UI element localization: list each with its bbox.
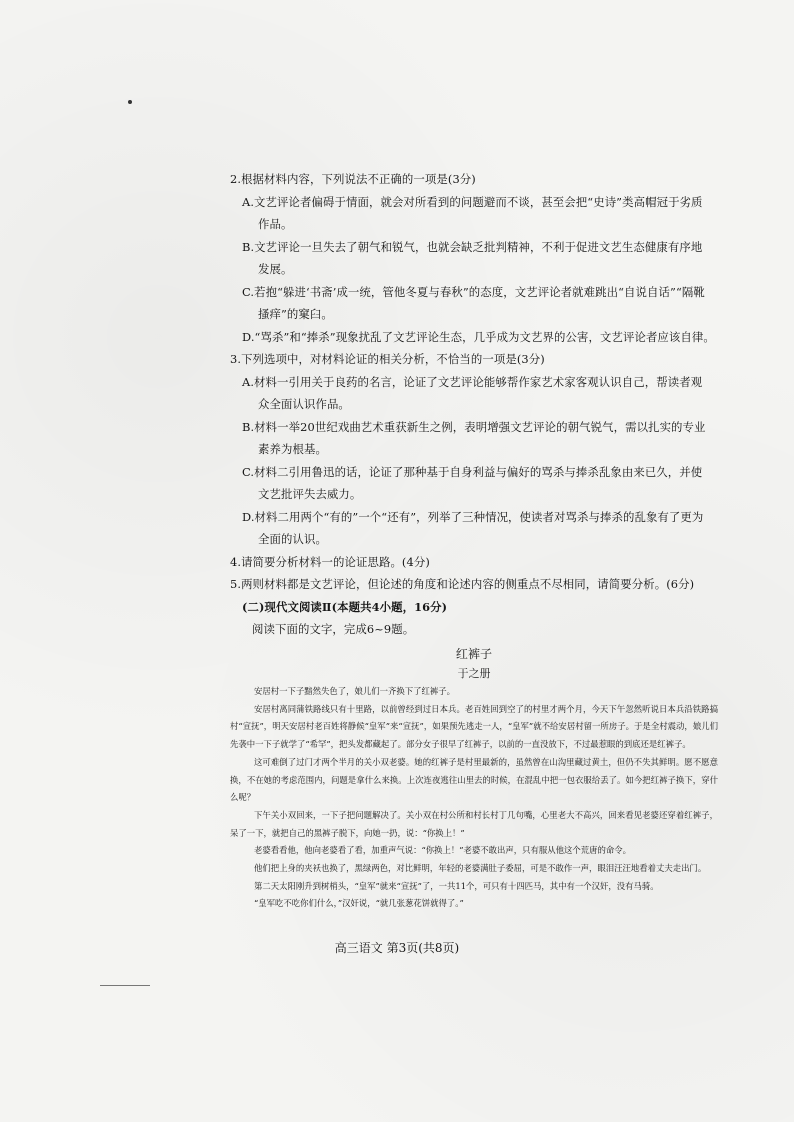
story-paragraph: 安居村一下子黯然失色了，娘儿们一齐换下了红裤子。 xyxy=(254,686,455,696)
q2-option-b: B.文艺评论一旦失去了朝气和锐气，也就会缺乏批判精神，不利于促进文艺生态健康有序地 xyxy=(242,239,703,254)
exam-content xyxy=(230,168,718,913)
section-instruction: 阅读下面的文字，完成6~9题。 xyxy=(252,622,415,636)
story-paragraph: “皇军吃不吃你们什么，”汉奸说，“就几张葱花饼就得了。” xyxy=(254,898,464,909)
q3-option-a-cont: 众全面认识作品。 xyxy=(258,397,350,411)
story-paragraph: 下午关小双回来，一下子把问题解决了。关小双在村公所和村长村丁几句嘴，心里老大不高兴，回来看见老婆还穿着红裤子，呆了一下，就把自己的黑裤子脱下，向她一扔，说：“你换上！” xyxy=(230,809,718,838)
q5: 5.两则材料都是文艺评论，但论述的角度和论述内容的侧重点不尽相同，请简要分析。(6分) xyxy=(230,577,695,591)
scan-line xyxy=(100,985,150,986)
story-paragraph: 他们把上身的夹袄也换了，黑绿两色，对比鲜明，年轻的老婆满肚子委屈，可是不敢作一声，眼泪汪汪地看着丈夫走出门。 xyxy=(254,863,707,874)
q3-stem: 3.下列选项中，对材料论证的相关分析，不恰当的一项是(3分) xyxy=(230,352,545,366)
q3-option-d-cont: 全面的认识。 xyxy=(258,532,327,546)
story-title: 红裤子 xyxy=(455,646,493,661)
q3-option-b: B.材料一举20世纪戏曲艺术重获新生之例，表明增强文艺评论的朝气锐气，需以扎实的专业 xyxy=(242,419,706,434)
story-body xyxy=(230,683,718,913)
q3-option-c: C.材料二引用鲁迅的话，论证了那种基于自身利益与偏好的骂杀与捧杀乱象由来已久，并使 xyxy=(242,464,703,479)
q3-option-a: A.材料一引用关于良药的名言，论证了文艺评论能够帮作家艺术家客观认识自己，帮读者观 xyxy=(242,374,703,389)
q2-option-a-cont: 作品。 xyxy=(258,217,293,231)
story-paragraph: 这可难倒了过门才两个半月的关小双老婆。她的红裤子是村里最新的，虽然曾在山沟里藏过黄土，但仍不失其鲜明。愿不愿意换，不在她的考虑范围内，问题是拿什么来换。上次连夜逃往山里去的时候，在混乱中把一包衣服给丢了。如今把红裤子换下，穿什么呢？ xyxy=(230,756,718,803)
q4: 4.请简要分析材料一的论证思路。(4分) xyxy=(230,554,430,569)
story-paragraph: 老婆看看他，他向老婆看了看，加重声气说：“你换上！”老婆不敢出声，只有服从他这个荒唐的命令。 xyxy=(254,845,632,856)
scan-speck xyxy=(128,100,132,104)
page-footer: 高三语文 第3页(共8页) xyxy=(334,941,460,955)
q3-option-c-cont: 文艺批评失去威力。 xyxy=(258,487,362,501)
q2-option-c: C.若抱“躲进‘书斋’成一统，管他冬夏与春秋”的态度，文艺评论者就难跳出“自说自话”“隔靴 xyxy=(242,284,705,299)
q2-option-a: A.文艺评论者偏碍于情面，就会对所看到的问题避而不谈，甚至会把“史诗”类高帽冠于劣质 xyxy=(242,194,703,209)
q3-option-d: D.材料二用两个“有的”一个“还有”，列举了三种情况，使读者对骂杀与捧杀的乱象有了更为 xyxy=(242,509,704,524)
q2-option-b-cont: 发展。 xyxy=(258,262,293,276)
q2-option-c-cont: 搔痒”的窠臼。 xyxy=(258,307,333,321)
story-paragraph: 安居村离同蒲铁路线只有十里路，以前曾经到过日本兵。老百姓回到空了的村里才两个月，今天下午忽然听说日本兵沿铁路搞村“宣抚”，明天安居村老百姓将静候“皇军”来“宣抚”，如果预先逃走一人，“皇军”就不给安居村留一所房子。于是全村震动，娘儿们先袭中一下子就学了“希罕”，把头发都藏起了。部分女子很早了红裤子，以前的一直没放下，不过最惹眼的到底还是红裤子。 xyxy=(230,703,718,750)
q2-stem: 2.根据材料内容，下列说法不正确的一项是(3分) xyxy=(230,172,476,186)
story-author: 于之册 xyxy=(457,667,491,680)
section-heading: (二)现代文阅读Ⅱ(本题共4小题，16分) xyxy=(242,599,448,614)
story-paragraph: 第二天太阳刚升到树梢头，“皇军”就来“宣抚”了，一共11个，可只有十四匹马，其中有一个汉奸，没有马骑。 xyxy=(254,880,659,891)
q3-option-b-cont: 素养为根基。 xyxy=(258,442,327,456)
q2-option-d: D.“骂杀”和“捧杀”现象扰乱了文艺评论生态，几乎成为文艺界的公害，文艺评论者应该自律。 xyxy=(242,329,715,344)
